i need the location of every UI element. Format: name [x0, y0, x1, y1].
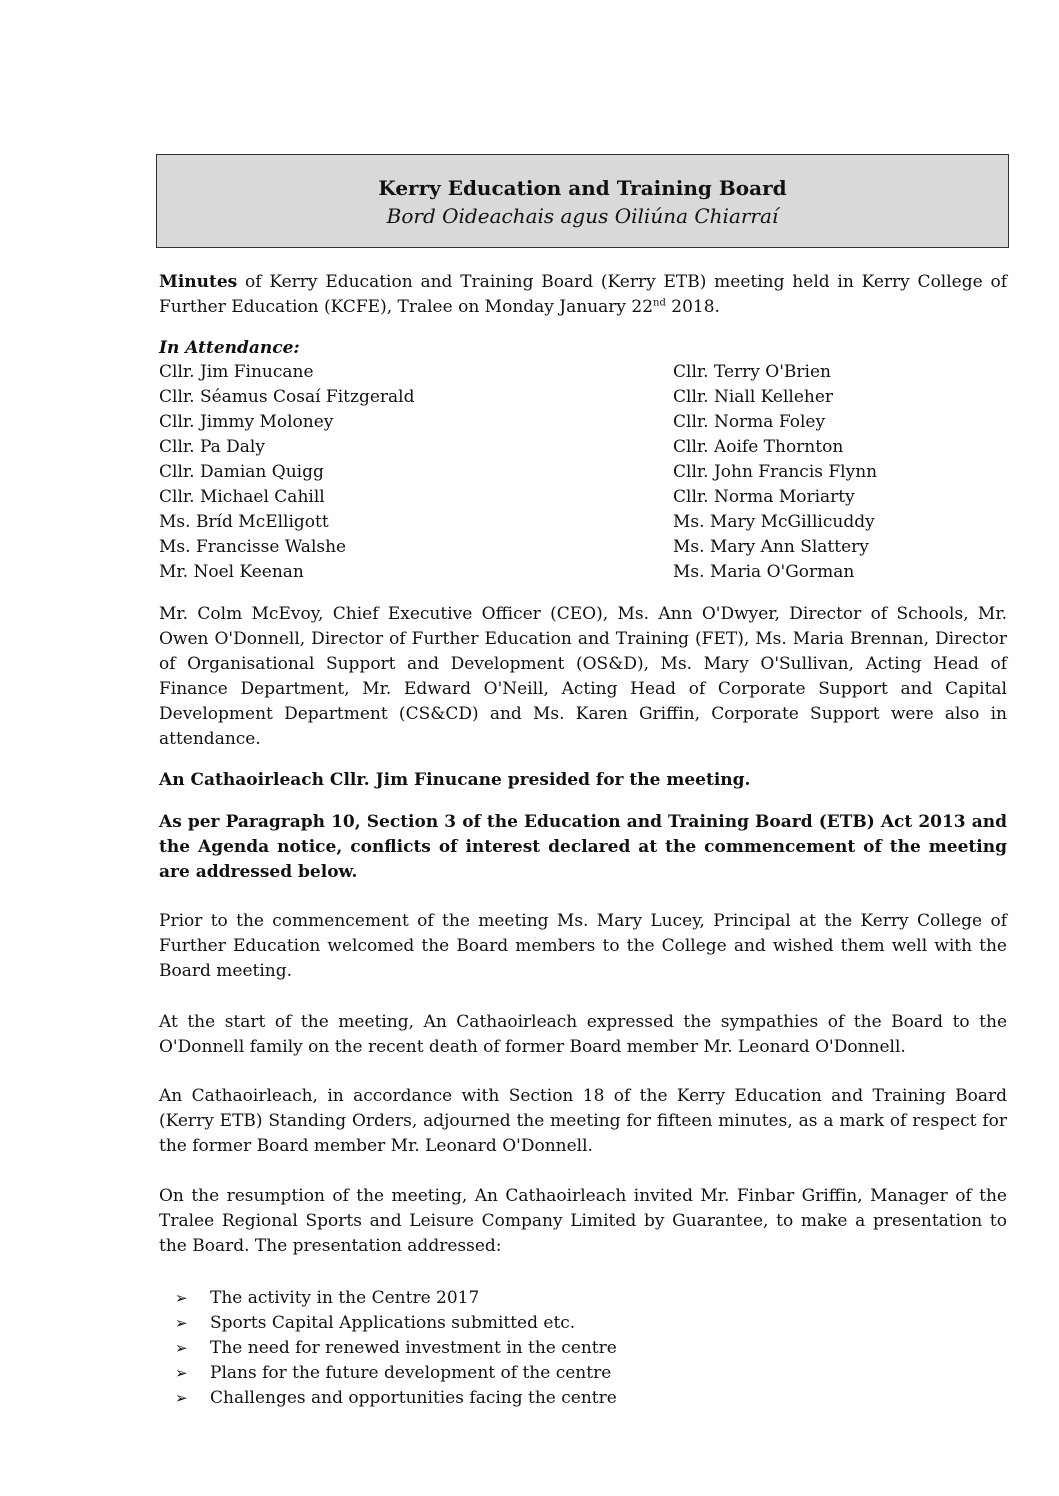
- arrow-right-icon: ➢: [175, 1314, 188, 1332]
- attendee: Ms. Francisse Walshe: [159, 537, 347, 557]
- attendance-heading: In Attendance:: [159, 338, 300, 358]
- list-item-text: Plans for the future development of the centre: [210, 1363, 612, 1383]
- conflicts-paragraph: As per Paragraph 10, Section 3 of the Education and Training Board (ETB) Act 2013 and the Agenda notice, conflicts of interest declared at the commencement of the meeting are addressed below.: [159, 812, 1007, 882]
- intro-tail: 2018.: [665, 297, 720, 317]
- sympathy-paragraph: At the start of the meeting, An Cathaoirleach expressed the sympathies of the Board to the O'Donnell family on the recent death of former Board member Mr. Leonard O'Donnell.: [159, 1012, 1007, 1057]
- attendee: Cllr. Jimmy Moloney: [159, 412, 334, 432]
- intro-lead: Minutes: [159, 272, 238, 292]
- attendee: Cllr. Pa Daly: [159, 437, 265, 457]
- attendee: Ms. Bríd McElligott: [159, 512, 329, 532]
- list-item: [175, 1311, 617, 1336]
- list-item: [175, 1386, 617, 1411]
- page-subtitle-irish: Bord Oideachais agus Oiliúna Chiarraí: [386, 204, 779, 228]
- list-item: [175, 1336, 617, 1361]
- attendee: Cllr. Séamus Cosaí Fitzgerald: [159, 387, 415, 407]
- attendee: Cllr. Damian Quigg: [159, 462, 324, 482]
- attendee: Mr. Noel Keenan: [159, 562, 304, 582]
- attendee: Cllr. Niall Kelleher: [673, 387, 834, 407]
- arrow-right-icon: ➢: [175, 1389, 188, 1407]
- attendee: Cllr. Norma Foley: [673, 412, 826, 432]
- resumption-paragraph: On the resumption of the meeting, An Cathaoirleach invited Mr. Finbar Griffin, Manager of the Tralee Regional Sports and Leisure Company Limited by Guarantee, to make a presentation to the Board. The presentation addressed:: [159, 1186, 1007, 1256]
- attendance-right-column: [673, 360, 877, 585]
- arrow-right-icon: ➢: [175, 1364, 188, 1382]
- list-item: [175, 1286, 617, 1311]
- attendee: Ms. Maria O'Gorman: [673, 562, 855, 582]
- intro-sup: nd: [653, 297, 666, 309]
- attendee: Cllr. Aoife Thornton: [673, 437, 844, 457]
- attendee: Cllr. Jim Finucane: [159, 362, 314, 382]
- welcome-paragraph: Prior to the commencement of the meeting Ms. Mary Lucey, Principal at the Kerry College of Further Education welcomed the Board members to the College and wished them well with the Board meeting.: [159, 911, 1007, 981]
- list-item-text: Sports Capital Applications submitted etc.: [210, 1313, 576, 1333]
- presentation-topics-list: [175, 1286, 617, 1411]
- attendee: Ms. Mary Ann Slattery: [673, 537, 869, 557]
- page-title: Kerry Education and Training Board: [378, 176, 787, 200]
- list-item: [175, 1361, 617, 1386]
- list-item-text: Challenges and opportunities facing the centre: [210, 1388, 617, 1408]
- staff-paragraph: Mr. Colm McEvoy, Chief Executive Officer (CEO), Ms. Ann O'Dwyer, Director of Schools, Mr. Owen O'Donnell, Director of Further Education and Training (FET), Ms. Maria Brennan, Director of Organisational Support and Development (OS&D), Ms. Mary O'Sullivan, Acting Head of Finance Department, Mr. Edward O'Neill, Acting Head of Corporate Support and Capital Development Department (CS&CD) and Ms. Karen Griffin, Corporate Support were also in attendance.: [159, 604, 1007, 749]
- attendee: Cllr. John Francis Flynn: [673, 462, 878, 482]
- adjourn-paragraph: An Cathaoirleach, in accordance with Section 18 of the Kerry Education and Training Board (Kerry ETB) Standing Orders, adjourned the meeting for fifteen minutes, as a mark of respect for the former Board member Mr. Leonard O'Donnell.: [159, 1086, 1007, 1156]
- arrow-right-icon: ➢: [175, 1289, 188, 1307]
- intro-paragraph: [159, 270, 1007, 320]
- intro-text: of Kerry Education and Training Board (Kerry ETB) meeting held in Kerry College of Further Education (KCFE), Tralee on Monday January 22: [159, 272, 1007, 317]
- title-box: [156, 154, 1009, 248]
- list-item-text: The activity in the Centre 2017: [210, 1288, 480, 1308]
- attendee: Ms. Mary McGillicuddy: [673, 512, 875, 532]
- attendee: Cllr. Michael Cahill: [159, 487, 325, 507]
- attendance-left-column: [159, 360, 414, 585]
- arrow-right-icon: ➢: [175, 1339, 188, 1357]
- attendee: Cllr. Norma Moriarty: [673, 487, 855, 507]
- presided-paragraph: An Cathaoirleach Cllr. Jim Finucane presided for the meeting.: [159, 770, 751, 790]
- attendee: Cllr. Terry O'Brien: [673, 362, 831, 382]
- list-item-text: The need for renewed investment in the centre: [210, 1338, 617, 1358]
